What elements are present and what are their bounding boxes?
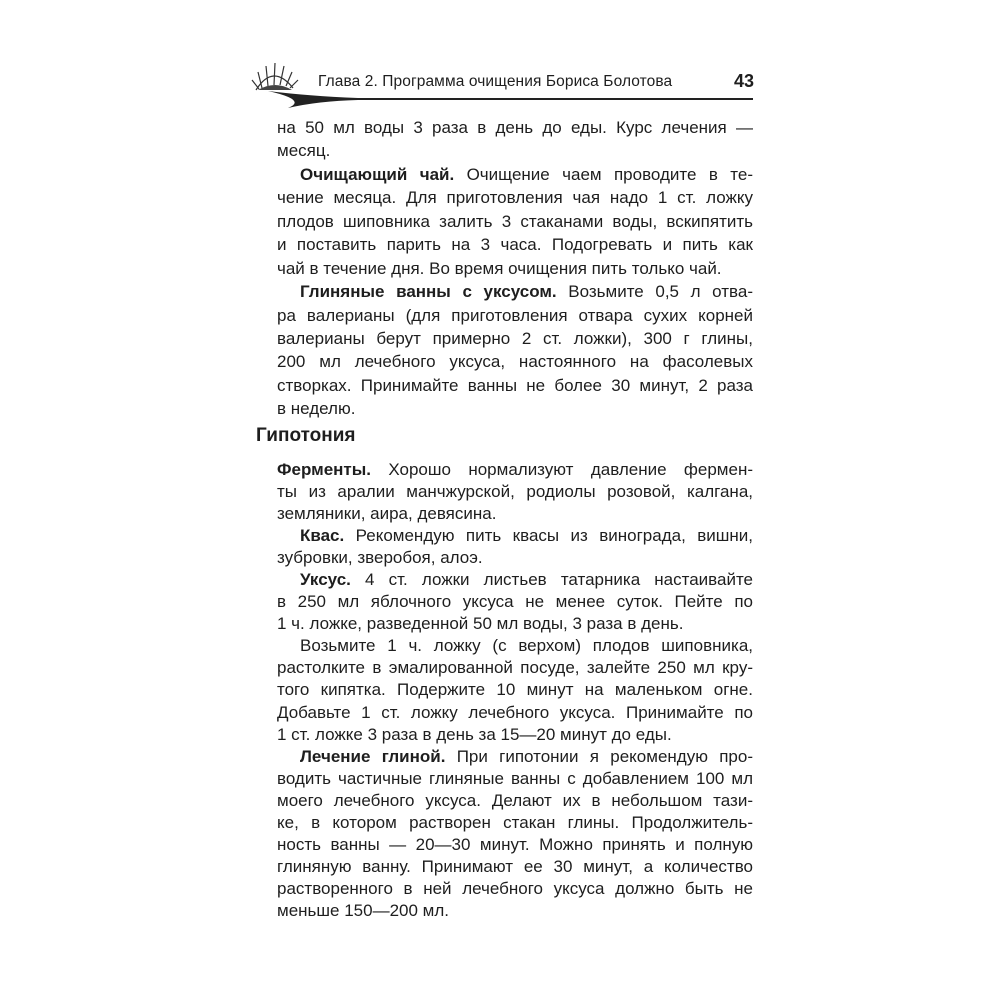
line-text: меньше 150—200 мл. bbox=[277, 900, 449, 920]
running-header bbox=[248, 58, 758, 108]
text-line bbox=[277, 327, 753, 350]
line-text: водить частичные глиняные ванны с добавлением 100 мл bbox=[277, 768, 753, 788]
text-line bbox=[277, 878, 753, 900]
paragraph-lead: Квас. bbox=[300, 526, 345, 546]
paragraph-lead: Уксус. bbox=[300, 570, 351, 590]
section-body bbox=[277, 116, 753, 421]
line-text: месяц. bbox=[277, 141, 331, 161]
paragraph bbox=[277, 569, 753, 635]
text-line bbox=[277, 613, 753, 635]
paragraph bbox=[277, 635, 753, 745]
line-text: Возьмите 1 ч. ложку (с верхом) плодов шиповника, bbox=[300, 636, 753, 656]
text-line bbox=[277, 210, 753, 233]
paragraph bbox=[277, 525, 753, 569]
line-text: Рекомендую пить квасы из винограда, вишни, bbox=[344, 526, 753, 546]
line-text: моего лечебного уксуса. Делают их в небольшом тази- bbox=[277, 790, 753, 810]
line-text: ность ванны — 20—30 минут. Можно принять и полную bbox=[277, 834, 753, 854]
text-line bbox=[277, 350, 753, 373]
text-line bbox=[277, 569, 753, 591]
line-text: в неделю. bbox=[277, 399, 356, 419]
line-text: и поставить парить на 3 часа. Подогревать и пить как bbox=[277, 235, 753, 255]
text-line bbox=[277, 233, 753, 256]
text-line bbox=[277, 481, 753, 503]
line-text: растолките в эмалированной посуде, залейте 250 мл кру- bbox=[277, 658, 753, 678]
text-line bbox=[277, 525, 753, 547]
text-line bbox=[277, 116, 753, 139]
line-text: в 250 мл яблочного уксуса не менее суток. Пейте по bbox=[277, 592, 753, 612]
text-line bbox=[277, 163, 753, 186]
text-line bbox=[277, 547, 753, 569]
line-text: чение месяца. Для приготовления чая надо 1 ст. ложку bbox=[277, 188, 753, 208]
paragraph bbox=[277, 459, 753, 525]
paragraph bbox=[277, 116, 753, 163]
text-line bbox=[277, 657, 753, 679]
line-text: Хорошо нормализуют давление фермен- bbox=[371, 460, 753, 479]
text-line bbox=[277, 834, 753, 856]
text-line bbox=[277, 591, 753, 613]
text-line bbox=[277, 459, 753, 481]
text-line bbox=[277, 374, 753, 397]
text-line bbox=[277, 397, 753, 420]
text-line bbox=[277, 768, 753, 790]
paragraph-lead: Глиняные ванны с уксусом. bbox=[300, 282, 557, 302]
line-text: валерианы берут примерно 2 ст. ложки), 300 г глины, bbox=[277, 328, 753, 348]
line-text: Возьмите 0,5 л отва- bbox=[556, 282, 753, 302]
text-line bbox=[277, 139, 753, 162]
text-line bbox=[277, 503, 753, 525]
line-text: ке, в котором растворен стакан глины. Продолжитель- bbox=[277, 812, 753, 832]
line-text: на 50 мл воды 3 раза в день до еды. Курс лечения — bbox=[277, 118, 753, 137]
line-text: 1 ст. ложке 3 раза в день за 15—20 минут до еды. bbox=[277, 724, 672, 744]
section-heading: Гипотония bbox=[256, 425, 356, 446]
line-text: ты из аралии манчжурской, родиолы розовой, калгана, bbox=[277, 482, 753, 502]
text-line bbox=[277, 856, 753, 878]
paragraph-lead: Лечение глиной. bbox=[300, 746, 446, 766]
text-line bbox=[277, 702, 753, 724]
line-text: ра валерианы (для приготовления отвара сухих корней bbox=[277, 305, 753, 325]
line-text: растворенного в ней лечебного уксуса должно быть не bbox=[277, 878, 753, 898]
line-text: плодов шиповника залить 3 стаканами воды, вскипятить bbox=[277, 211, 753, 231]
paragraph-lead: Очищающий чай. bbox=[300, 164, 455, 184]
text-line bbox=[277, 679, 753, 701]
paragraph bbox=[277, 163, 753, 280]
line-text: створках. Принимайте ванны не более 30 минут, 2 раза bbox=[277, 375, 753, 395]
line-text: земляники, аира, девясина. bbox=[277, 504, 497, 524]
line-text: того кипятка. Подержите 10 минут на маленьком огне. bbox=[277, 680, 753, 700]
line-text: глиняную ванну. Принимают ее 30 минут, а количество bbox=[277, 856, 753, 876]
line-text: чай в течение дня. Во время очищения пить только чай. bbox=[277, 258, 722, 278]
text-line bbox=[277, 724, 753, 746]
text-line bbox=[277, 257, 753, 280]
line-text: 4 ст. ложки листьев татарника настаивайте bbox=[350, 570, 753, 590]
text-line bbox=[277, 280, 753, 303]
paragraph bbox=[277, 746, 753, 922]
line-text: 200 мл лечебного уксуса, настоянного на фасолевых bbox=[277, 352, 753, 372]
text-line bbox=[277, 635, 753, 657]
text-line bbox=[277, 186, 753, 209]
text-line bbox=[277, 900, 753, 922]
section-body-hypotension bbox=[277, 459, 753, 922]
paragraph-lead: Ферменты. bbox=[277, 460, 371, 479]
paragraph bbox=[277, 280, 753, 421]
line-text: 1 ч. ложке, разведенной 50 мл воды, 3 раза в день. bbox=[277, 614, 684, 634]
page-number: 43 bbox=[733, 71, 754, 91]
text-line bbox=[277, 304, 753, 327]
text-line bbox=[277, 812, 753, 834]
line-text: Добавьте 1 ст. ложку лечебного уксуса. Принимайте по bbox=[277, 702, 753, 722]
line-text: Очищение чаем проводите в те- bbox=[454, 164, 753, 184]
line-text: зубровки, зверобоя, алоэ. bbox=[277, 548, 483, 568]
chapter-title: Глава 2. Программа очищения Бориса Болотова bbox=[318, 73, 673, 90]
text-line bbox=[277, 746, 753, 768]
text-line bbox=[277, 790, 753, 812]
line-text: При гипотонии я рекомендую про- bbox=[445, 746, 753, 766]
